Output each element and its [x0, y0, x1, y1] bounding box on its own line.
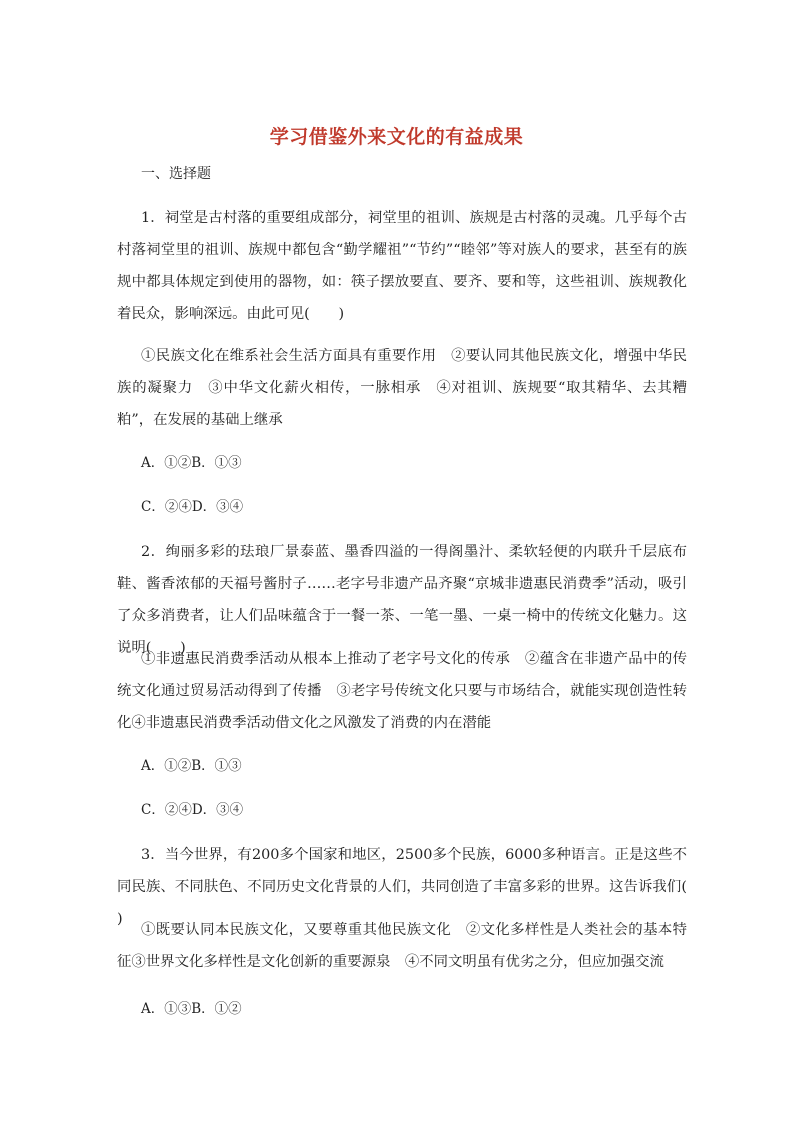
option-line: A．①②B．①③: [141, 455, 242, 471]
option-line: A．①③B．①②: [141, 1001, 242, 1017]
option-line: A．①②B．①③: [141, 758, 242, 774]
question-1-stem: [117, 202, 687, 330]
question-2-options-cd: [117, 800, 687, 820]
option-line: C．②④D．③④: [141, 499, 244, 515]
question-1-options-ab: [117, 453, 687, 473]
question-1-statements: [117, 340, 687, 436]
page-title: 学习借鉴外来文化的有益成果: [269, 126, 524, 148]
question-statements: ①非遗惠民消费季活动从根本上推动了老字号文化的传承 ②蕴含在非遗产品中的传统文化通过贸易活动得到了传播 ③老字号传统文化只要与市场结合，就能实现创造性转化④非遗惠民消费季活动借文化之风激发了消费的内在潜能: [117, 651, 687, 731]
question-2-options-ab: [117, 756, 687, 776]
question-stem: 2．绚丽多彩的珐琅厂景泰蓝、墨香四溢的一得阁墨汁、柔软轻便的内联升千层底布鞋、酱香浓郁的天福号酱肘子……老字号非遗产品齐聚“京城非遗惠民消费季”活动，吸引了众多消费者，让人们品味蕴含于一餐一茶、一笔一墨、一桌一椅中的传统文化魅力。这说明( ): [117, 544, 687, 656]
question-3-statements: [117, 914, 687, 978]
question-1-options-cd: [117, 497, 687, 517]
section-heading: 一、选择题: [141, 166, 211, 182]
question-statements: ①既要认同本民族文化，又要尊重其他民族文化 ②文化多样性是人类社会的基本特征③世界文化多样性是文化创新的重要源泉 ④不同文明虽有优劣之分，但应加强交流: [117, 922, 687, 970]
question-stem: 1．祠堂是古村落的重要组成部分，祠堂里的祖训、族规是古村落的灵魂。几乎每个古村落祠堂里的祖训、族规中都包含“勤学耀祖”“节约”“睦邻”等对族人的要求，甚至有的族规中都具体规定到使用的器物，如：筷子摆放要直、要齐、要和等，这些祖训、族规教化着民众，影响深远。由此可见( ): [117, 210, 687, 322]
question-statements: ①民族文化在维系社会生活方面具有重要作用 ②要认同其他民族文化，增强中华民族的凝聚力 ③中华文化薪火相传，一脉相承 ④对祖训、族规要“取其精华、去其糟粕”，在发展的基础上继承: [117, 348, 687, 428]
question-2-statements: [117, 643, 687, 739]
question-3-options-ab: [117, 999, 687, 1019]
question-stem: 3．当今世界，有200多个国家和地区，2500多个民族，6000多种语言。正是这些不同民族、不同肤色、不同历史文化背景的人们，共同创造了丰富多彩的世界。这告诉我们( ): [117, 847, 716, 927]
option-line: C．②④D．③④: [141, 802, 244, 818]
